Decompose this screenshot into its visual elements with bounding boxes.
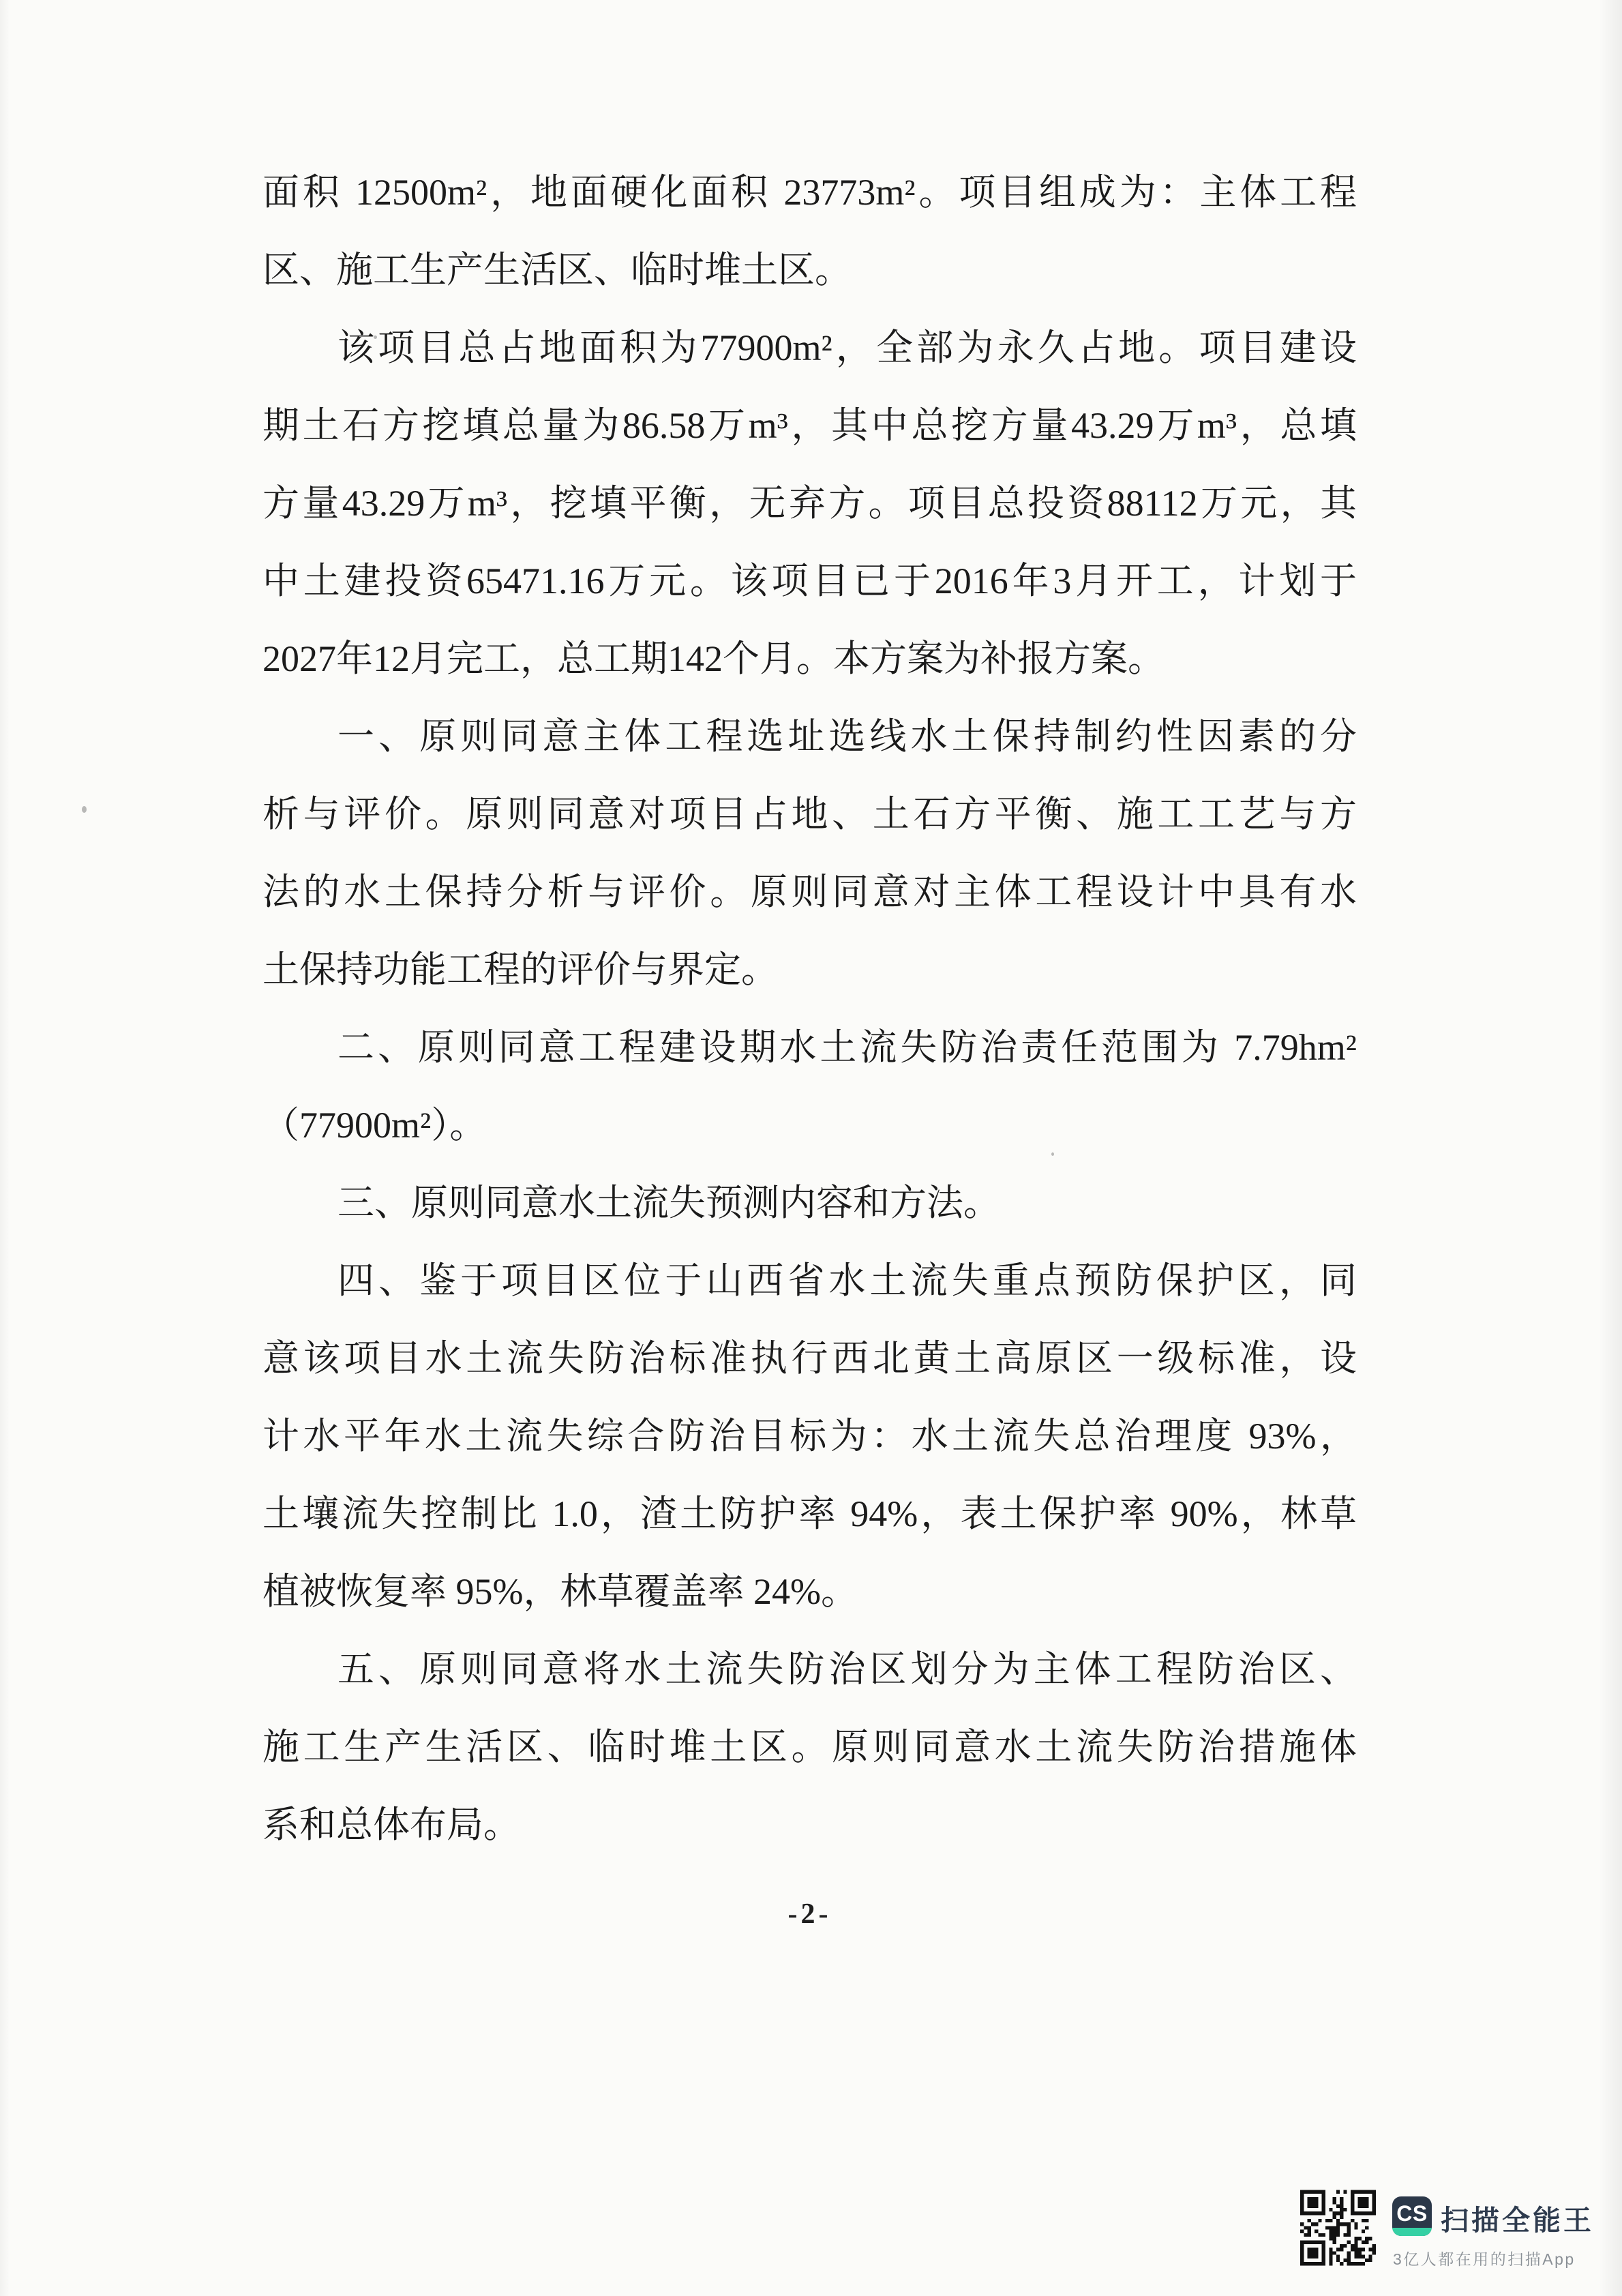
- qr-code-icon: [1300, 2190, 1376, 2266]
- document-text-line: 析与评价。原则同意对项目占地、土石方平衡、施工工艺与方: [262, 794, 1357, 835]
- camscanner-logo-icon: [1392, 2196, 1432, 2236]
- camscanner-logo-teal-band: [1392, 2228, 1432, 2236]
- page-number: -2-: [787, 1898, 832, 1930]
- document-text-line: 系和总体布局。: [262, 1804, 520, 1845]
- camscanner-logo-text: CS: [1396, 2201, 1428, 2226]
- document-text-line: 植被恢复率 95%，林草覆盖率 24%。: [262, 1571, 858, 1612]
- document-text-line: 四、鉴于项目区位于山西省水土流失重点预防保护区，同: [337, 1260, 1357, 1301]
- document-text-line: 中土建投资65471.16万元。该项目已于2016年3月开工，计划于: [262, 561, 1357, 601]
- document-text-line: （77900m²）。: [262, 1105, 487, 1146]
- document-text-line: 法的水土保持分析与评价。原则同意对主体工程设计中具有水: [262, 871, 1357, 912]
- scan-speck: [82, 806, 87, 813]
- document-text-line: 期土石方挖填总量为86.58万m³，其中总挖方量43.29万m³，总填: [262, 405, 1357, 446]
- document-text-line: 三、原则同意水土流失预测内容和方法。: [337, 1182, 1000, 1223]
- document-text-line: 二、原则同意工程建设期水土流失防治责任范围为 7.79hm²: [337, 1027, 1357, 1068]
- document-text-line: 该项目总占地面积为77900m²，全部为永久占地。项目建设: [337, 327, 1357, 368]
- document-text-line: 一、原则同意主体工程选址选线水土保持制约性因素的分: [337, 716, 1357, 757]
- document-text-line: 土壤流失控制比 1.0，渣土防护率 94%，表土保护率 90%，林草: [262, 1493, 1357, 1534]
- document-text-line: 施工生产生活区、临时堆土区。原则同意水土流失防治措施体: [262, 1727, 1357, 1768]
- camscanner-tagline: 3亿人都在用的扫描App: [1393, 2250, 1576, 2268]
- document-text-line: 意该项目水土流失防治标准执行西北黄土高原区一级标准，设: [262, 1338, 1357, 1379]
- document-text-line: 区、施工生产生活区、临时堆土区。: [262, 250, 852, 290]
- scan-edge-shadow-right: [1599, 0, 1622, 2296]
- document-text-line: 2027年12月完工，总工期142个月。本方案为补报方案。: [262, 638, 1165, 679]
- document-text-line: 计水平年水土流失综合防治目标为：水土流失总治理度 93%，: [262, 1416, 1357, 1457]
- camscanner-watermark: [1300, 2190, 1594, 2271]
- document-text-line: 五、原则同意将水土流失防治区划分为主体工程防治区、: [337, 1649, 1357, 1690]
- document-text-line: 方量43.29万m³，挖填平衡，无弃方。项目总投资88112万元，其: [262, 483, 1357, 524]
- document-text-block: [262, 153, 1357, 1864]
- document-text-line: 面积 12500m²，地面硬化面积 23773m²。项目组成为：主体工程: [262, 172, 1357, 213]
- scan-edge-shadow-left: [0, 0, 10, 2296]
- document-text-line: 土保持功能工程的评价与界定。: [262, 949, 778, 990]
- camscanner-app-name: 扫描全能王: [1441, 2205, 1594, 2236]
